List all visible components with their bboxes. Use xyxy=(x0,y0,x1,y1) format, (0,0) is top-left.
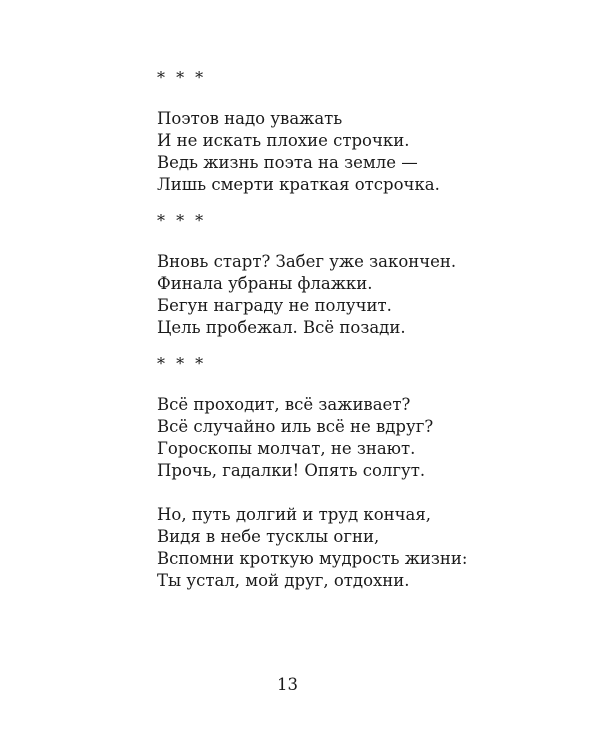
poem-line: Ведь жизнь поэта на земле — xyxy=(157,153,418,172)
poem-line: Цель пробежал. Всё позади. xyxy=(157,318,406,337)
poem-line: Лишь смерти краткая отсрочка. xyxy=(157,175,440,194)
poem-line: Всё случайно иль всё не вдруг? xyxy=(157,417,434,436)
poem-line: Финала убраны флажки. xyxy=(157,274,373,293)
stanza xyxy=(157,504,557,592)
stanza xyxy=(157,251,557,339)
poem-separator: * * * xyxy=(157,211,207,230)
poem-line: Ты устал, мой друг, отдохни. xyxy=(157,571,410,590)
poem-line: Вновь старт? Забег уже закончен. xyxy=(157,252,457,271)
stanza xyxy=(157,394,557,482)
poem-line: Гороскопы молчат, не знают. xyxy=(157,439,416,458)
page-number: 13 xyxy=(277,675,298,694)
poem-1 xyxy=(157,68,557,196)
poem-2 xyxy=(157,211,557,339)
poem-line: Бегун награду не получит. xyxy=(157,296,392,315)
poem-line: Поэтов надо уважать xyxy=(157,109,343,128)
poem-line: Прочь, гадалки! Опять солгут. xyxy=(157,461,426,480)
poem-line: Но, путь долгий и труд кончая, xyxy=(157,505,432,524)
poem-separator: * * * xyxy=(157,354,207,373)
poem-separator: * * * xyxy=(157,68,207,87)
poem-line: И не искать плохие строчки. xyxy=(157,131,410,150)
poem-line: Вспомни кроткую мудрость жизни: xyxy=(157,549,468,568)
stanza xyxy=(157,108,557,196)
poem-line: Всё проходит, всё заживает? xyxy=(157,395,411,414)
poem-line: Видя в небе тусклы огни, xyxy=(157,527,380,546)
poem-3 xyxy=(157,354,557,592)
